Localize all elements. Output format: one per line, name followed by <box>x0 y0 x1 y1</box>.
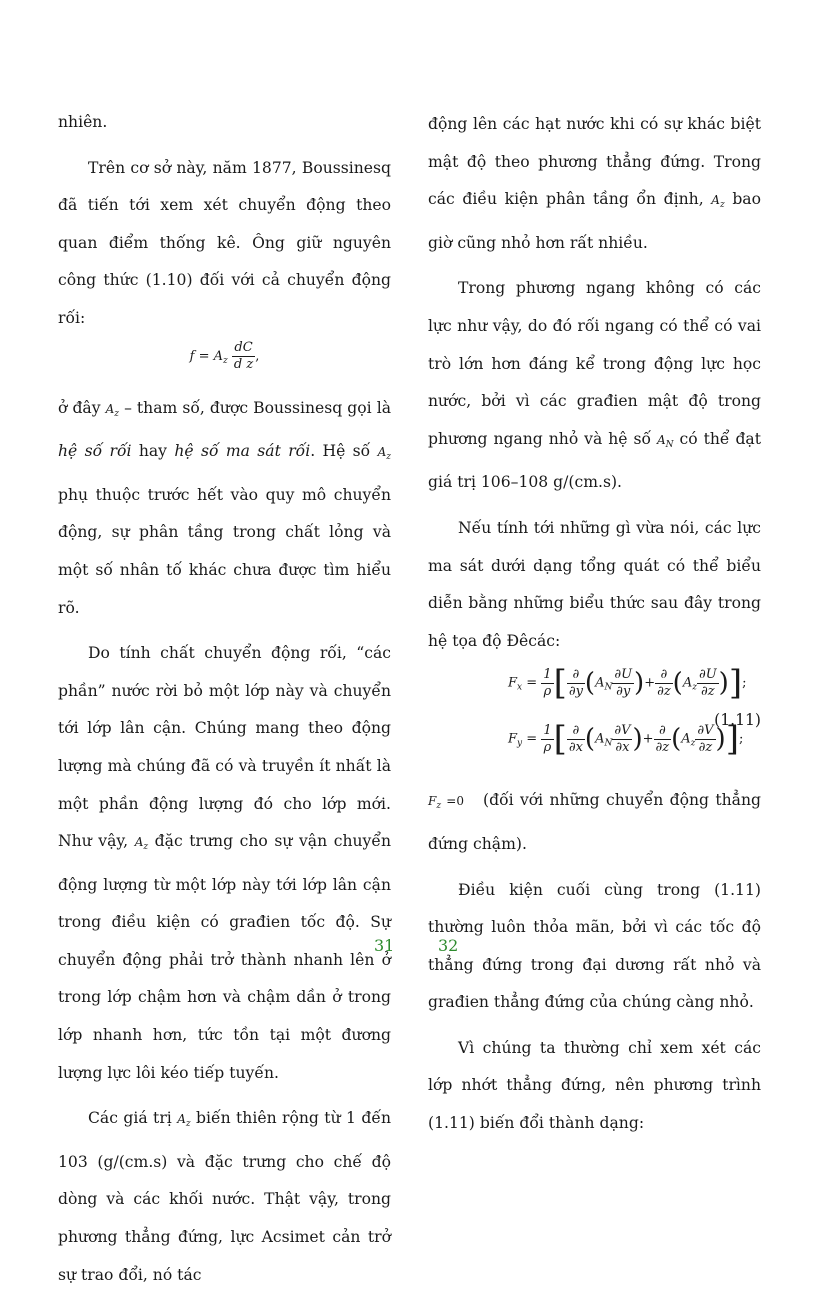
right-column <box>428 106 761 1143</box>
equation-system-1-11 <box>428 660 761 782</box>
equation-fy: $F_y$ = $\frac{1}{\rho}$ [ $\frac{\partial}{\partial x}$ ($A_N$ $\frac{\partial V}{\partial x}$ )+ $\frac{\partial}{\partial z}$ ($A_z$ $\frac{\partial V}{\partial z}$ )]; <box>508 719 744 760</box>
paragraph: Các giá trị $A_z$ biến thiên rộng từ 1 đến 103 (g/(cm.s) và đặc trưng cho chế độ dòng và các khối nước. Thật vậy, trong phương thẳng đứng, lực Acsimet cản trở sự trao đổi, nó tác <box>58 1109 391 1284</box>
paragraph: Điều kiện cuối cùng trong (1.11) thường luôn thỏa mãn, bởi vì các tốc độ thẳng đứng trong đại dương rất nhỏ và građien thẳng đứng của chúng càng nhỏ. <box>428 880 761 1012</box>
equation-fx: $F_x$ = $\frac{1}{\rho}$ [ $\frac{\partial}{\partial y}$ ($A_N$ $\frac{\partial U}{\partial y}$ )+ $\frac{\partial}{\partial z}$ ($A_z$ $\frac{\partial U}{\partial z}$ )]; <box>508 663 747 704</box>
paragraph: động lên các hạt nước khi có sự khác biệt mật độ theo phương thẳng đứng. Trong các điều kiện phân tầng ổn định, $A_z$ bao giờ cũng nhỏ hơn rất nhiều. <box>428 115 761 252</box>
paragraph: ở đây $A_z$ – tham số, được Boussinesq gọi là hệ số rối hay hệ số ma sát rối. Hệ số $A_z$ phụ thuộc trước hết vào quy mô chuyển động, sự phân tầng trong chất lỏng và một số nhân tố khác chưa được tìm hiểu rõ. <box>58 398 391 617</box>
paragraph: Do tính chất chuyển động rối, “các phần” nước rời bỏ một lớp này và chuyển tới lớp lân cận. Chúng mang theo động lượng mà chúng đã có và truyền ít nhất là một phần động lượng đó cho lớp mới. Như vậy, $A_z$ đặc trưng cho sự vận chuyển động lượng từ một lớp này tới lớp lân cận trong điều kiện có građien tốc độ. Sự chuyển động phải trở thành nhanh lên ở trong lớp chậm hơn và chậm dần ở trong lớp nhanh hơn, tức tồn tại một đương lượng lực lôi kéo tiếp tuyến. <box>58 644 391 1082</box>
equation-friction: $f = A_z$ $\frac{dC}{\text{d z}}$ , <box>189 339 260 372</box>
paragraph: $F_z =0$ (đối với những chuyển động thẳng đứng chậm). <box>428 791 761 853</box>
page-number-left: 31 <box>374 936 395 955</box>
page-number-right: 32 <box>438 936 459 955</box>
paragraph: Nếu tính tới những gì vừa nói, các lực ma sát dưới dạng tổng quát có thể biểu diễn bằng những biểu thức sau đây trong hệ tọa độ Đêcác: <box>428 518 761 650</box>
left-column <box>58 104 391 1294</box>
paragraph: nhiên. <box>58 113 108 131</box>
equation-number: (1.11) <box>714 711 761 730</box>
paragraph: Vì chúng ta thường chỉ xem xét các lớp nhớt thẳng đứng, nên phương trình (1.11) biến đổi thành dạng: <box>428 1038 761 1133</box>
paragraph: Trên cơ sở này, năm 1877, Boussinesq đã tiến tới xem xét chuyển động theo quan điểm thống kê. Ông giữ nguyên công thức (1.10) đối với cả chuyển động rối: <box>58 158 391 327</box>
paragraph: Trong phương ngang không có các lực như vậy, do đó rối ngang có thể có vai trò lớn hơn đáng kể trong động lực học nước, bởi vì các građien mật độ trong phương ngang nhỏ và hệ số $A_N$ có thể đạt giá trị 106–108 g/(cm.s). <box>428 279 761 492</box>
